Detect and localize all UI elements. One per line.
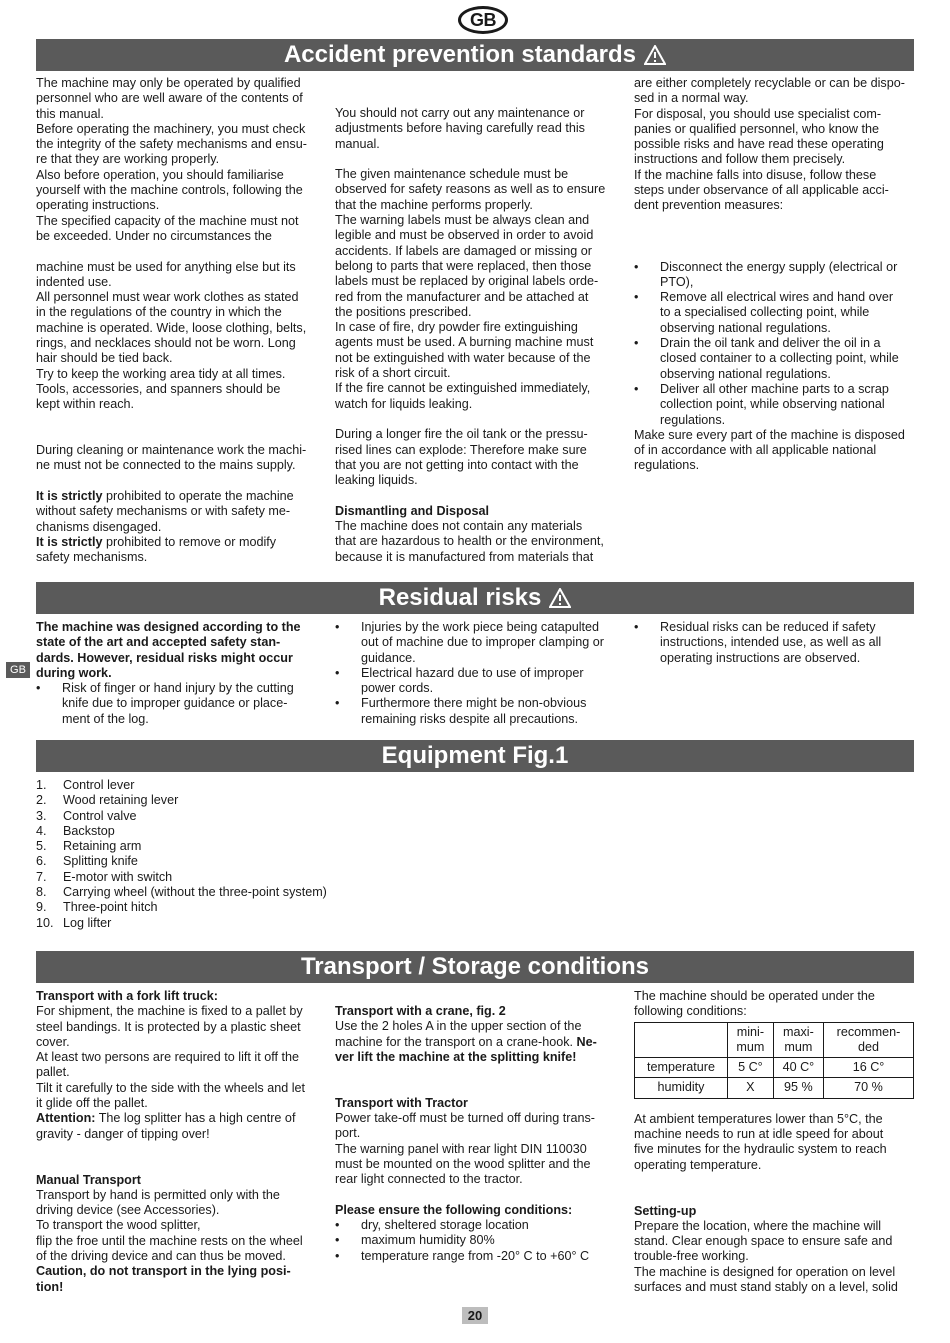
residual-intro-line: state of the art and accepted safety stan- [36, 635, 281, 650]
disposal-step [634, 260, 919, 291]
bullet-icon: • [634, 259, 639, 274]
bullet-icon: • [634, 620, 639, 634]
text-line: The machine does not contain any materials [335, 519, 583, 534]
text-line: the integrity of the safety mechanisms and ensu- [36, 137, 307, 152]
table-row [635, 1078, 914, 1098]
storage-condition-item [335, 1249, 620, 1264]
caution-line: Caution, do not transport in the lying posi- [36, 1264, 291, 1279]
text-line: sed in a normal way. [634, 91, 749, 106]
text-line: indented use. [36, 274, 112, 289]
disposal-step [634, 336, 919, 382]
residual-intro-line: dards. However, residual risks might occur [36, 650, 293, 665]
crane-heading: Transport with a crane, fig. 2 [335, 1004, 506, 1018]
text-line: without safety mechanisms or with safety me- [36, 504, 291, 519]
text-line: in the regulations of the country in which the [36, 305, 282, 320]
warning-triangle-icon [549, 588, 571, 608]
transport-column-3 [634, 989, 919, 1295]
list-item-line: temperature range from -20° C to +60° C [361, 1248, 590, 1263]
equipment-item-number: 2. [36, 793, 47, 808]
fork-lift-heading: Transport with a fork lift truck: [36, 989, 218, 1003]
equipment-item-label: E-motor with switch [63, 869, 173, 884]
list-item-line: out of machine due to improper clamping or [361, 635, 604, 650]
crane-warning-line-2: ver lift the machine at the splitting knife! [335, 1049, 577, 1064]
section-title-residual: Residual risks [378, 584, 542, 611]
list-item-line: collection point, while observing national [660, 397, 885, 412]
equipment-item [36, 824, 436, 839]
equipment-item-number: 3. [36, 808, 47, 823]
equipment-column [36, 778, 436, 931]
list-item-line: Electrical hazard due to use of improper [361, 665, 584, 680]
equipment-item-label: Three-point hitch [63, 900, 158, 915]
equipment-item [36, 854, 436, 869]
text-line: During a longer fire the oil tank or the pressu- [335, 427, 588, 442]
text-line: rings, and necklaces should not be worn. Long [36, 336, 296, 351]
text-line: belong to parts that were replaced, then those [335, 258, 592, 273]
text-line: Tilt it carefully to the side with the wheels and let [36, 1080, 306, 1095]
accident-column-1 [36, 76, 321, 566]
text-line: adjustments before having carefully read this [335, 121, 585, 136]
strict-prohibition-2: It is strictly prohibited to remove or modify [36, 534, 277, 549]
text-line: rear light connected to the tractor. [335, 1172, 523, 1187]
text-line: steel bandings. It is protected by a plastic sheet [36, 1019, 301, 1034]
table-row-label: temperature [635, 1058, 728, 1078]
list-item-line: regulations. [660, 412, 726, 427]
list-item-line: PTO), [660, 274, 694, 289]
list-item-line: closed container to a collecting point, while [660, 351, 899, 366]
text-line: of the driving device and can thus be moved. [36, 1249, 286, 1264]
table-row [635, 1058, 914, 1078]
text-line: five minutes for the hydraulic system to reach [634, 1142, 887, 1157]
text-line: dent prevention measures: [634, 198, 784, 213]
list-item-line: Remove all electrical wires and hand over [660, 290, 894, 305]
list-item-line: ment of the log. [62, 711, 149, 726]
text-line: The machine may only be operated by qualified [36, 76, 301, 90]
list-item-line: instructions, intended use, as well as all [660, 635, 882, 650]
accident-column-2 [335, 106, 620, 565]
list-item-line: power cords. [361, 681, 434, 696]
gb-language-badge: GB [458, 6, 508, 34]
equipment-item-number: 1. [36, 778, 47, 792]
text-line: operating temperature. [634, 1157, 762, 1172]
equipment-item-number: 5. [36, 839, 47, 854]
residual-risk-item [634, 620, 919, 666]
text-line: the positions prescribed. [335, 304, 472, 319]
setting-up-heading: Setting-up [634, 1203, 697, 1218]
bullet-icon: • [335, 1233, 340, 1248]
equipment-item [36, 793, 436, 808]
text-line: that the machine performs properly. [335, 197, 533, 212]
section-banner-accident [36, 39, 914, 71]
text-line: personnel who are well aware of the contents of [36, 91, 303, 106]
text-line: are either completely recyclable or can be dispo- [634, 76, 905, 90]
text-line: At least two persons are required to lift it off the [36, 1050, 299, 1065]
text-line: following conditions: [634, 1004, 747, 1019]
list-item-line: Injuries by the work piece being catapulted [361, 620, 600, 634]
text-line: The machine should be operated under the [634, 989, 875, 1003]
text-line: accidents. If labels are damaged or missing or [335, 243, 592, 258]
equipment-item-label: Wood retaining lever [63, 793, 179, 808]
residual-risk-list-1 [36, 681, 321, 727]
bullet-icon: • [634, 290, 639, 305]
text-line: regulations. [634, 458, 700, 473]
equipment-item [36, 900, 436, 915]
text-line: For shipment, the machine is fixed to a pallet by [36, 1004, 303, 1019]
caution-line: tion! [36, 1279, 64, 1294]
text-line: At ambient temperatures lower than 5°C, the [634, 1111, 883, 1126]
manual-transport-heading: Manual Transport [36, 1172, 141, 1187]
section-banner-residual [36, 582, 914, 614]
table-cell: 95 % [773, 1078, 823, 1098]
text-line: Prepare the location, where the machine will [634, 1218, 882, 1233]
equipment-item [36, 809, 436, 824]
text-line: In case of fire, dry powder fire extinguishing [335, 320, 578, 335]
text-line: agents must be used. A burning machine must [335, 335, 594, 350]
bullet-icon: • [36, 681, 41, 696]
text-line: it glide off the pallet. [36, 1096, 148, 1111]
section-title-equipment: Equipment Fig.1 [381, 742, 569, 769]
text-line: The warning labels must be always clean and [335, 213, 590, 228]
residual-risk-item [335, 620, 620, 666]
transport-column-1 [36, 989, 321, 1295]
text-line: driving device (see Accessories). [36, 1203, 220, 1218]
disposal-steps-list [634, 260, 919, 428]
operating-conditions-table [634, 1022, 914, 1099]
residual-risk-item [335, 666, 620, 697]
text-line: During cleaning or maintenance work the machi- [36, 443, 307, 458]
text-line: If the machine falls into disuse, follow these [634, 167, 877, 182]
page-number: 20 [462, 1307, 488, 1324]
text-line: panies or qualified personnel, who know the [634, 121, 880, 136]
text-line: that you are not getting into contact with the [335, 457, 579, 472]
residual-column-2 [335, 620, 620, 727]
text-line: Before operating the machinery, you must check [36, 121, 306, 136]
equipment-item-number: 6. [36, 854, 47, 869]
text-line: of in accordance with all applicable national [634, 443, 877, 458]
text-line: trouble-free working. [634, 1249, 749, 1264]
equipment-item-label: Backstop [63, 823, 115, 838]
table-cell: 40 C° [773, 1058, 823, 1078]
equipment-item-number: 7. [36, 869, 47, 884]
disposal-step [634, 290, 919, 336]
section-title-transport: Transport / Storage conditions [300, 953, 650, 980]
residual-risk-item [335, 696, 620, 727]
bullet-icon: • [335, 620, 340, 634]
table-header-max: maxi- mum [773, 1022, 823, 1058]
text-line: Also before operation, you should familiarise [36, 167, 284, 182]
text-line: stand. Clear enough space to ensure safe and [634, 1234, 893, 1249]
attention-note: Attention: The log splitter has a high centre of [36, 1111, 296, 1126]
text-line: red from the manufacturer and be attached at [335, 289, 589, 304]
residual-intro-line: The machine was designed according to the [36, 620, 301, 634]
text-line: Tools, accessories, and spanners should be [36, 381, 281, 396]
text-line: Try to keep the working area tidy at all times. [36, 366, 286, 381]
table-cell: X [728, 1078, 774, 1098]
bullet-icon: • [335, 696, 340, 711]
warning-triangle-icon [644, 45, 666, 65]
bullet-icon: • [335, 1248, 340, 1263]
text-line: gravity - danger of tipping over! [36, 1126, 210, 1141]
text-line: Transport by hand is permitted only with the [36, 1187, 280, 1202]
text-line: machine must be used for anything else but its [36, 259, 296, 274]
bullet-icon: • [634, 336, 639, 351]
text-line: legible and must be observed in order to avoid [335, 228, 594, 243]
text-line: leaking liquids. [335, 473, 418, 488]
text-line: that are hazardous to health or the environment, [335, 534, 604, 549]
list-item-line: Deliver all other machine parts to a scrap [660, 381, 889, 396]
equipment-item-number: 10. [36, 915, 54, 930]
text-line: The specified capacity of the machine must not [36, 213, 299, 228]
list-item-line: dry, sheltered storage location [361, 1218, 529, 1233]
text-line: To transport the wood splitter, [36, 1218, 201, 1233]
text-line: re that they are working properly. [36, 152, 220, 167]
list-item-line: maximum humidity 80% [361, 1233, 495, 1248]
text-line: operating instructions. [36, 198, 160, 213]
section-banner-equipment [36, 740, 914, 772]
text-line: Power take-off must be turned off during trans- [335, 1111, 595, 1126]
text-line: The given maintenance schedule must be [335, 167, 569, 182]
equipment-item-label: Control valve [63, 808, 137, 823]
list-item-line: observing national regulations. [660, 320, 831, 335]
text-line: surfaces and must stand stably on a level, solid [634, 1280, 898, 1295]
text-line: because it is manufactured from materials that [335, 549, 594, 564]
list-item-line: Drain the oil tank and deliver the oil in a [660, 336, 881, 351]
text-line: watch for liquids leaking. [335, 396, 473, 411]
text-line: cover. [36, 1034, 70, 1049]
text-line: You should not carry out any maintenance or [335, 106, 585, 120]
equipment-item-number: 9. [36, 900, 47, 915]
ensure-conditions-heading: Please ensure the following conditions: [335, 1202, 573, 1217]
section-banner-transport [36, 951, 914, 983]
tractor-heading: Transport with Tractor [335, 1095, 468, 1110]
equipment-list [36, 778, 436, 931]
text-line: labels must be replaced by original labels orde- [335, 274, 599, 289]
table-cell: 70 % [824, 1078, 914, 1098]
list-item-line: remaining risks despite all precautions. [361, 711, 578, 726]
text-line: instructions and follow them precisely. [634, 152, 846, 167]
list-item-line: knife due to improper guidance or place- [62, 696, 288, 711]
equipment-item-label: Log lifter [63, 915, 112, 930]
text-line: must be mounted on the wood splitter and the [335, 1156, 591, 1171]
disposal-step [634, 382, 919, 428]
accident-column-3 [634, 76, 919, 474]
table-cell: 16 C° [824, 1058, 914, 1078]
residual-risk-list-3 [634, 620, 919, 666]
dismantling-heading: Dismantling and Disposal [335, 503, 489, 518]
equipment-item-number: 8. [36, 885, 47, 900]
residual-column-3 [634, 620, 919, 666]
bullet-icon: • [634, 381, 639, 396]
table-header-min: mini- mum [728, 1022, 774, 1058]
list-item-line: Furthermore there might be non-obvious [361, 696, 587, 711]
equipment-item [36, 778, 436, 793]
text-line: chanisms disengaged. [36, 519, 162, 534]
text-line: flip the froe until the machine rests on the wheel [36, 1233, 303, 1248]
text-line: If the fire cannot be extinguished immediately, [335, 381, 591, 396]
crane-warning-line: machine for the transport on a crane-hook. Ne- [335, 1034, 597, 1049]
text-line: hair should be tied back. [36, 351, 173, 366]
text-line: safety mechanisms. [36, 550, 148, 565]
text-line: not be extinguished with water because of the [335, 350, 591, 365]
list-item-line: guidance. [361, 650, 416, 665]
text-line: Use the 2 holes A in the upper section of the [335, 1019, 582, 1034]
table-row-label: humidity [635, 1078, 728, 1098]
text-line: possible risks and have read these operating [634, 137, 884, 152]
equipment-item-label: Control lever [63, 778, 135, 792]
equipment-item [36, 916, 436, 931]
equipment-item-label: Retaining arm [63, 839, 142, 854]
text-line: risk of a short circuit. [335, 366, 451, 381]
text-line: All personnel must wear work clothes as stated [36, 290, 299, 305]
list-item-line: to a specialised collecting point, while [660, 305, 870, 320]
storage-condition-item [335, 1233, 620, 1248]
table-corner-cell [635, 1022, 728, 1058]
equipment-item-label: Carrying wheel (without the three-point system) [63, 885, 327, 900]
list-item-line: Risk of finger or hand injury by the cutting [62, 681, 294, 696]
strict-prohibition-1: It is strictly prohibited to operate the machine [36, 489, 294, 504]
table-cell: 5 C° [728, 1058, 774, 1078]
text-line: For disposal, you should use specialist com- [634, 106, 882, 121]
bullet-icon: • [335, 1218, 340, 1233]
text-line: The warning panel with rear light DIN 110030 [335, 1141, 587, 1156]
storage-conditions-list [335, 1218, 620, 1264]
residual-column-1 [36, 620, 321, 727]
text-line: steps under observance of all applicable acci- [634, 183, 889, 198]
text-line: machine is operated. Wide, loose clothing, belts, [36, 320, 307, 335]
residual-intro-line: during work. [36, 665, 112, 680]
text-line: yourself with the machine controls, following the [36, 183, 303, 198]
text-line: port. [335, 1126, 361, 1141]
text-line: rised lines can explode: Therefore make sure [335, 442, 587, 457]
text-line: The machine is designed for operation on level [634, 1264, 896, 1279]
text-line: manual. [335, 136, 380, 151]
text-line: machine needs to run at idle speed for about [634, 1127, 884, 1142]
storage-condition-item [335, 1218, 620, 1233]
residual-risk-item [36, 681, 321, 727]
side-language-tab: GB [6, 662, 30, 678]
table-header-row [635, 1022, 914, 1058]
list-item-line: Disconnect the energy supply (electrical or [660, 259, 898, 274]
table-header-rec: recommen- ded [824, 1022, 914, 1058]
text-line: observed for safety reasons as well as to ensure [335, 182, 606, 197]
list-item-line: operating instructions are observed. [660, 650, 861, 665]
transport-column-2 [335, 1004, 620, 1264]
equipment-item [36, 885, 436, 900]
text-line: kept within reach. [36, 397, 135, 412]
text-line: ne must not be connected to the mains supply. [36, 458, 296, 473]
text-line: Make sure every part of the machine is disposed [634, 427, 905, 442]
equipment-item [36, 839, 436, 854]
residual-risk-list-2 [335, 620, 620, 727]
text-line: pallet. [36, 1065, 70, 1080]
list-item-line: observing national regulations. [660, 366, 831, 381]
text-line: this manual. [36, 106, 104, 121]
list-item-line: Residual risks can be reduced if safety [660, 620, 876, 634]
equipment-item-label: Splitting knife [63, 854, 138, 869]
equipment-item [36, 870, 436, 885]
bullet-icon: • [335, 665, 340, 680]
equipment-item-number: 4. [36, 823, 47, 838]
text-line: be exceeded. Under no circumstances the [36, 228, 272, 243]
section-title-accident: Accident prevention standards [283, 41, 637, 68]
